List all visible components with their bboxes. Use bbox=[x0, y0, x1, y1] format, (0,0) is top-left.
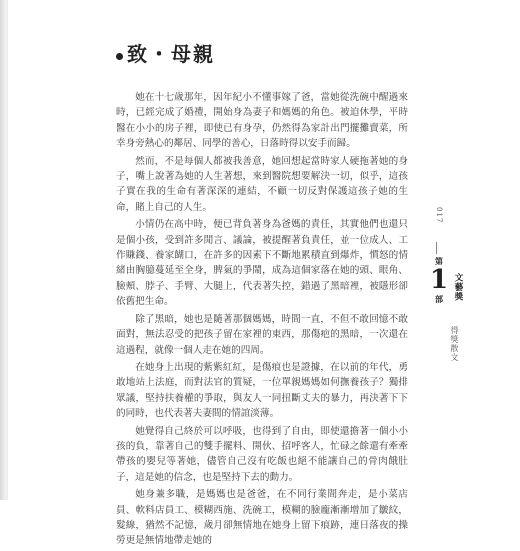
paragraph: 她在十七歲那年，因年紀小不懂事嫁了爸，當她從洗碗中醒過來時，已經完成了婚禮，開始身為妻子和媽媽的角色。被迫休學，平時醫在小小的房子裡，即使已有身孕，仍然得為家計出門擺攤賣菜，所幸身旁熱心的鄰居、同學的善心，日落時得以安手而歸。 bbox=[116, 92, 408, 150]
paragraph: 小情仍在高中時，便已背負著身為爸媽的責任，其實他們也還只是個小孩，受到許多閒言、議論，被提醒著負責任，並一位成人、工作賺錢、養家餬口，在許多的因素下不斷地累積直到爆炸，慣怒的情緒由胸臆蔓延至全身，脾氣的爭鬧，成為這個家落在她的頭、眼角、臉頰、脖子、手臂、大腿上，代表著失控，錯過了黑暗裡，被隱形卻依舊把生命。 bbox=[116, 219, 408, 308]
part-number: 1 bbox=[429, 265, 449, 295]
page-number: 017 bbox=[435, 207, 443, 224]
part-prefix: 第 bbox=[435, 256, 443, 266]
section-label: 得獎散文 bbox=[450, 326, 459, 362]
article-body bbox=[116, 90, 408, 551]
page-title-text: 致・母親 bbox=[127, 42, 215, 66]
page-edge-shadow bbox=[6, 0, 8, 500]
page-title bbox=[116, 38, 215, 67]
part-suffix: 部 bbox=[435, 294, 443, 304]
paragraph: 在她身上出現的紫紫紅紅，是傷痕也是證據，在以前的年代，勇敢地站上法庭，而對法官的質疑，一位單親媽媽如何撫養孩子？獨排眾議，堅持扶養權的爭取，與友人一同扭斷丈夫的暴力，再決著下下的同時，也代表著夫妻間的情誼淡薄。 bbox=[116, 361, 408, 420]
paragraph: 她覺得自己終於可以呼吸，也得到了自由，即使還擔著一個小小孩的負，靠著自己的雙手擺料、開伙、招呼客人，忙碌之餘還有牽牽帶孩的嬰兒等著她，儘管自己沒有吃飯也絕不能讓自己的骨肉餓肚子，這是她的信念，也是堅持下去的動力。 bbox=[116, 425, 408, 483]
paragraph: 她身兼多職，是媽媽也是爸爸，在不同行業間奔走，是小菜店員、軟料店員工、模糊西施、洗碗工，模糊的臉龐漸漸增加了皺紋，髮線，猶然不記憶，歲月卻無情地在她身上留下痕跡，連日落夜的操勞更是無情地帶走她的 bbox=[116, 489, 408, 547]
paragraph: 然而，不是每個人都被我善意，她回想起當時家人硬拖著她的身子，嘴上說著為她的人生著想，來到醫院想要解決一切，似乎，這孩子實在我的生命有著深深的連結，不顧一切反對保護這孩子她的生命，賭上自己的人生。 bbox=[116, 155, 408, 213]
paragraph: 除了黑暗，她也是隨著那個媽媽，時間一直，不但不敢回憶不敢面對，無法忍受的把孩子留在家裡的東西，那傷疤的黑暗，一次還在這過程，就像一個人走在她的四周。 bbox=[116, 313, 408, 356]
divider bbox=[436, 242, 437, 254]
part-title: 文藝獎 bbox=[453, 273, 463, 302]
bullet-icon bbox=[116, 53, 123, 60]
part-marker bbox=[430, 256, 448, 304]
